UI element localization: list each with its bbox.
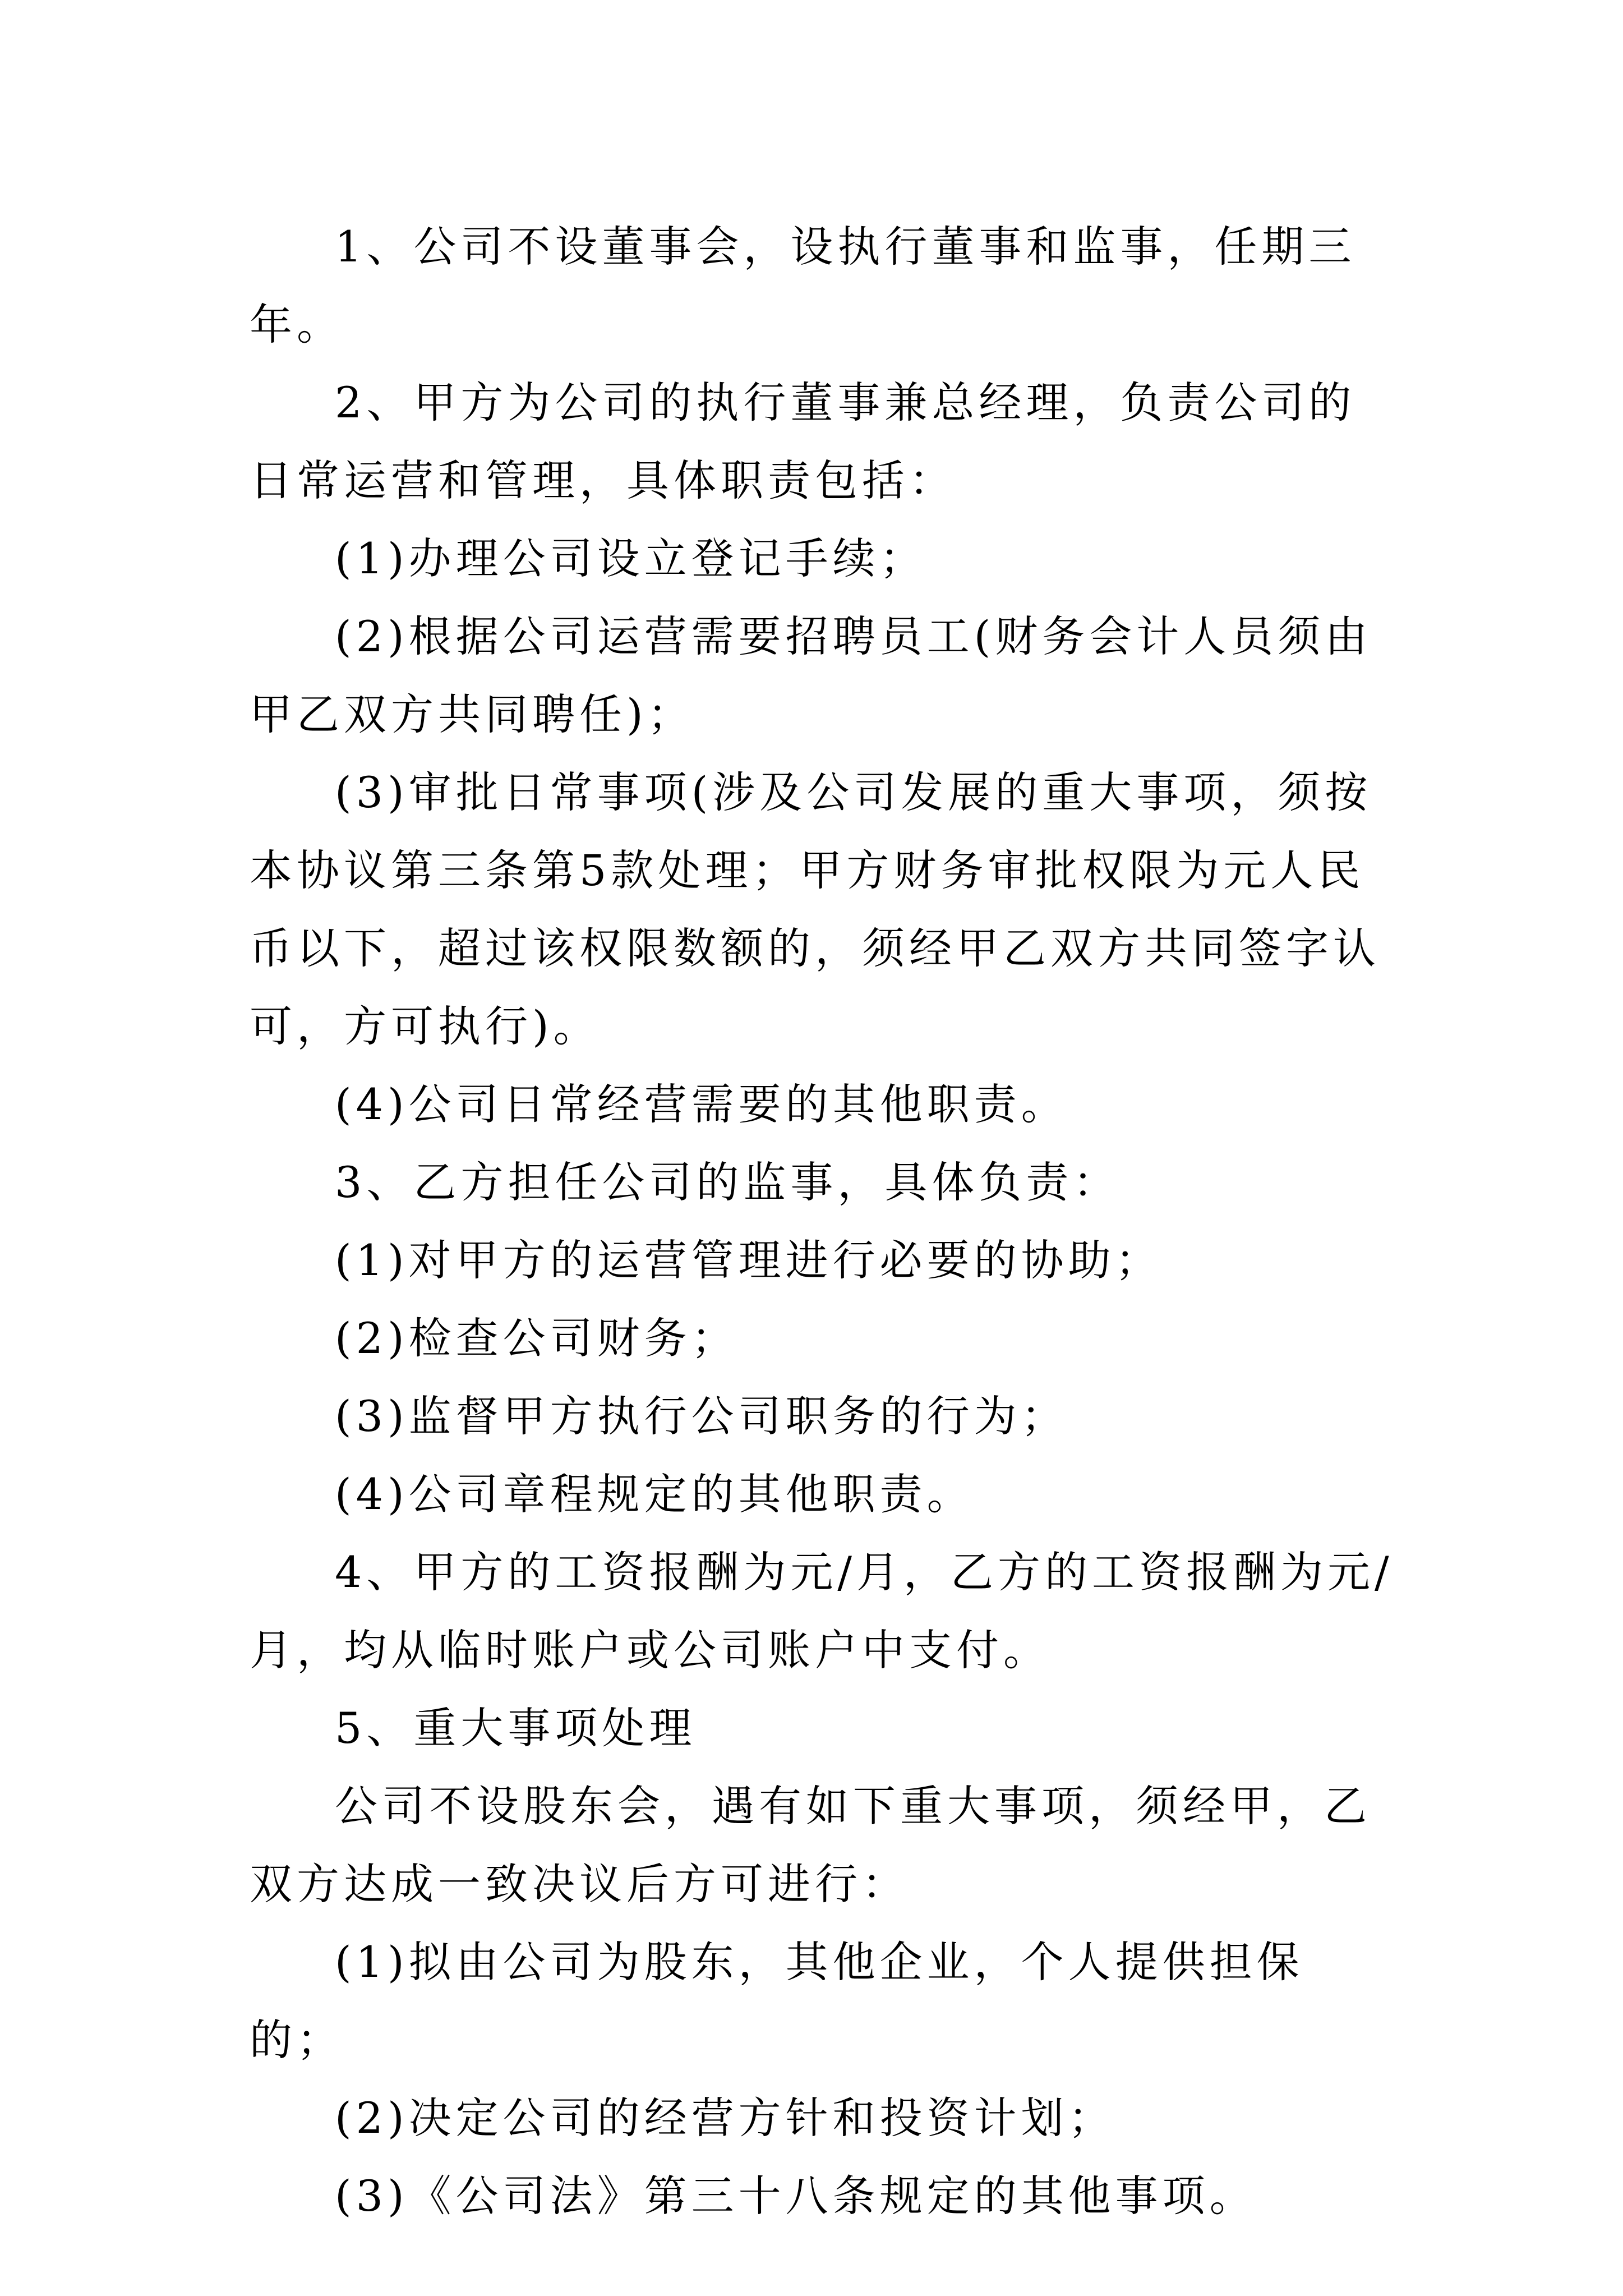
clause-5-intro: 公司不设股东会，遇有如下重大事项，须经甲，乙双方达成一致决议后方可进行： [250,1781,1371,1909]
clause-3-item-4: (4)公司章程规定的其他职责。 [335,1469,974,1519]
clause-3-item-1: (1)对甲方的运营管理进行必要的协助； [335,1235,1163,1285]
clause-2-party-a-duties: 2、甲方为公司的执行董事兼总经理，负责公司的日常运营和管理，具体职责包括： [250,378,1356,505]
clause-5-item-3: (3)《公司法》第三十八条规定的其他事项。 [335,2171,1257,2221]
clause-4-salary: 4、甲方的工资报酬为元/月，乙方的工资报酬为元/月，均从临时账户或公司账户中支付。 [250,1547,1394,1675]
clause-2-item-3: (3)审批日常事项(涉及公司发展的重大事项，须按本协议第三条第5款处理；甲方财务审批权限为元人民币以下，超过该权限数额的，须经甲乙双方共同签字认可，方可执行)。 [250,767,1380,1051]
document-page [250,208,1394,2235]
clause-5-item-1: (1)拟由公司为股东，其他企业，个人提供担保的； [250,1937,1304,2065]
clause-1-board: 1、公司不设董事会，设执行董事和监事，任期三年。 [250,222,1356,349]
clause-3-item-2: (2)检查公司财务； [335,1313,739,1363]
clause-3-item-3: (3)监督甲方执行公司职务的行为； [335,1391,1068,1441]
clause-2-item-4: (4)公司日常经营需要的其他职责。 [335,1079,1068,1129]
clause-3-party-b-duties: 3、乙方担任公司的监事，具体负责： [335,1157,1121,1207]
clause-5-item-2: (2)决定公司的经营方针和投资计划； [335,2093,1115,2143]
clause-5-heading: 5、重大事项处理 [335,1703,697,1753]
clause-2-item-1: (1)办理公司设立登记手续； [335,533,927,583]
clause-2-item-2: (2)根据公司运营需要招聘员工(财务会计人员须由甲乙双方共同聘任)； [250,611,1372,739]
